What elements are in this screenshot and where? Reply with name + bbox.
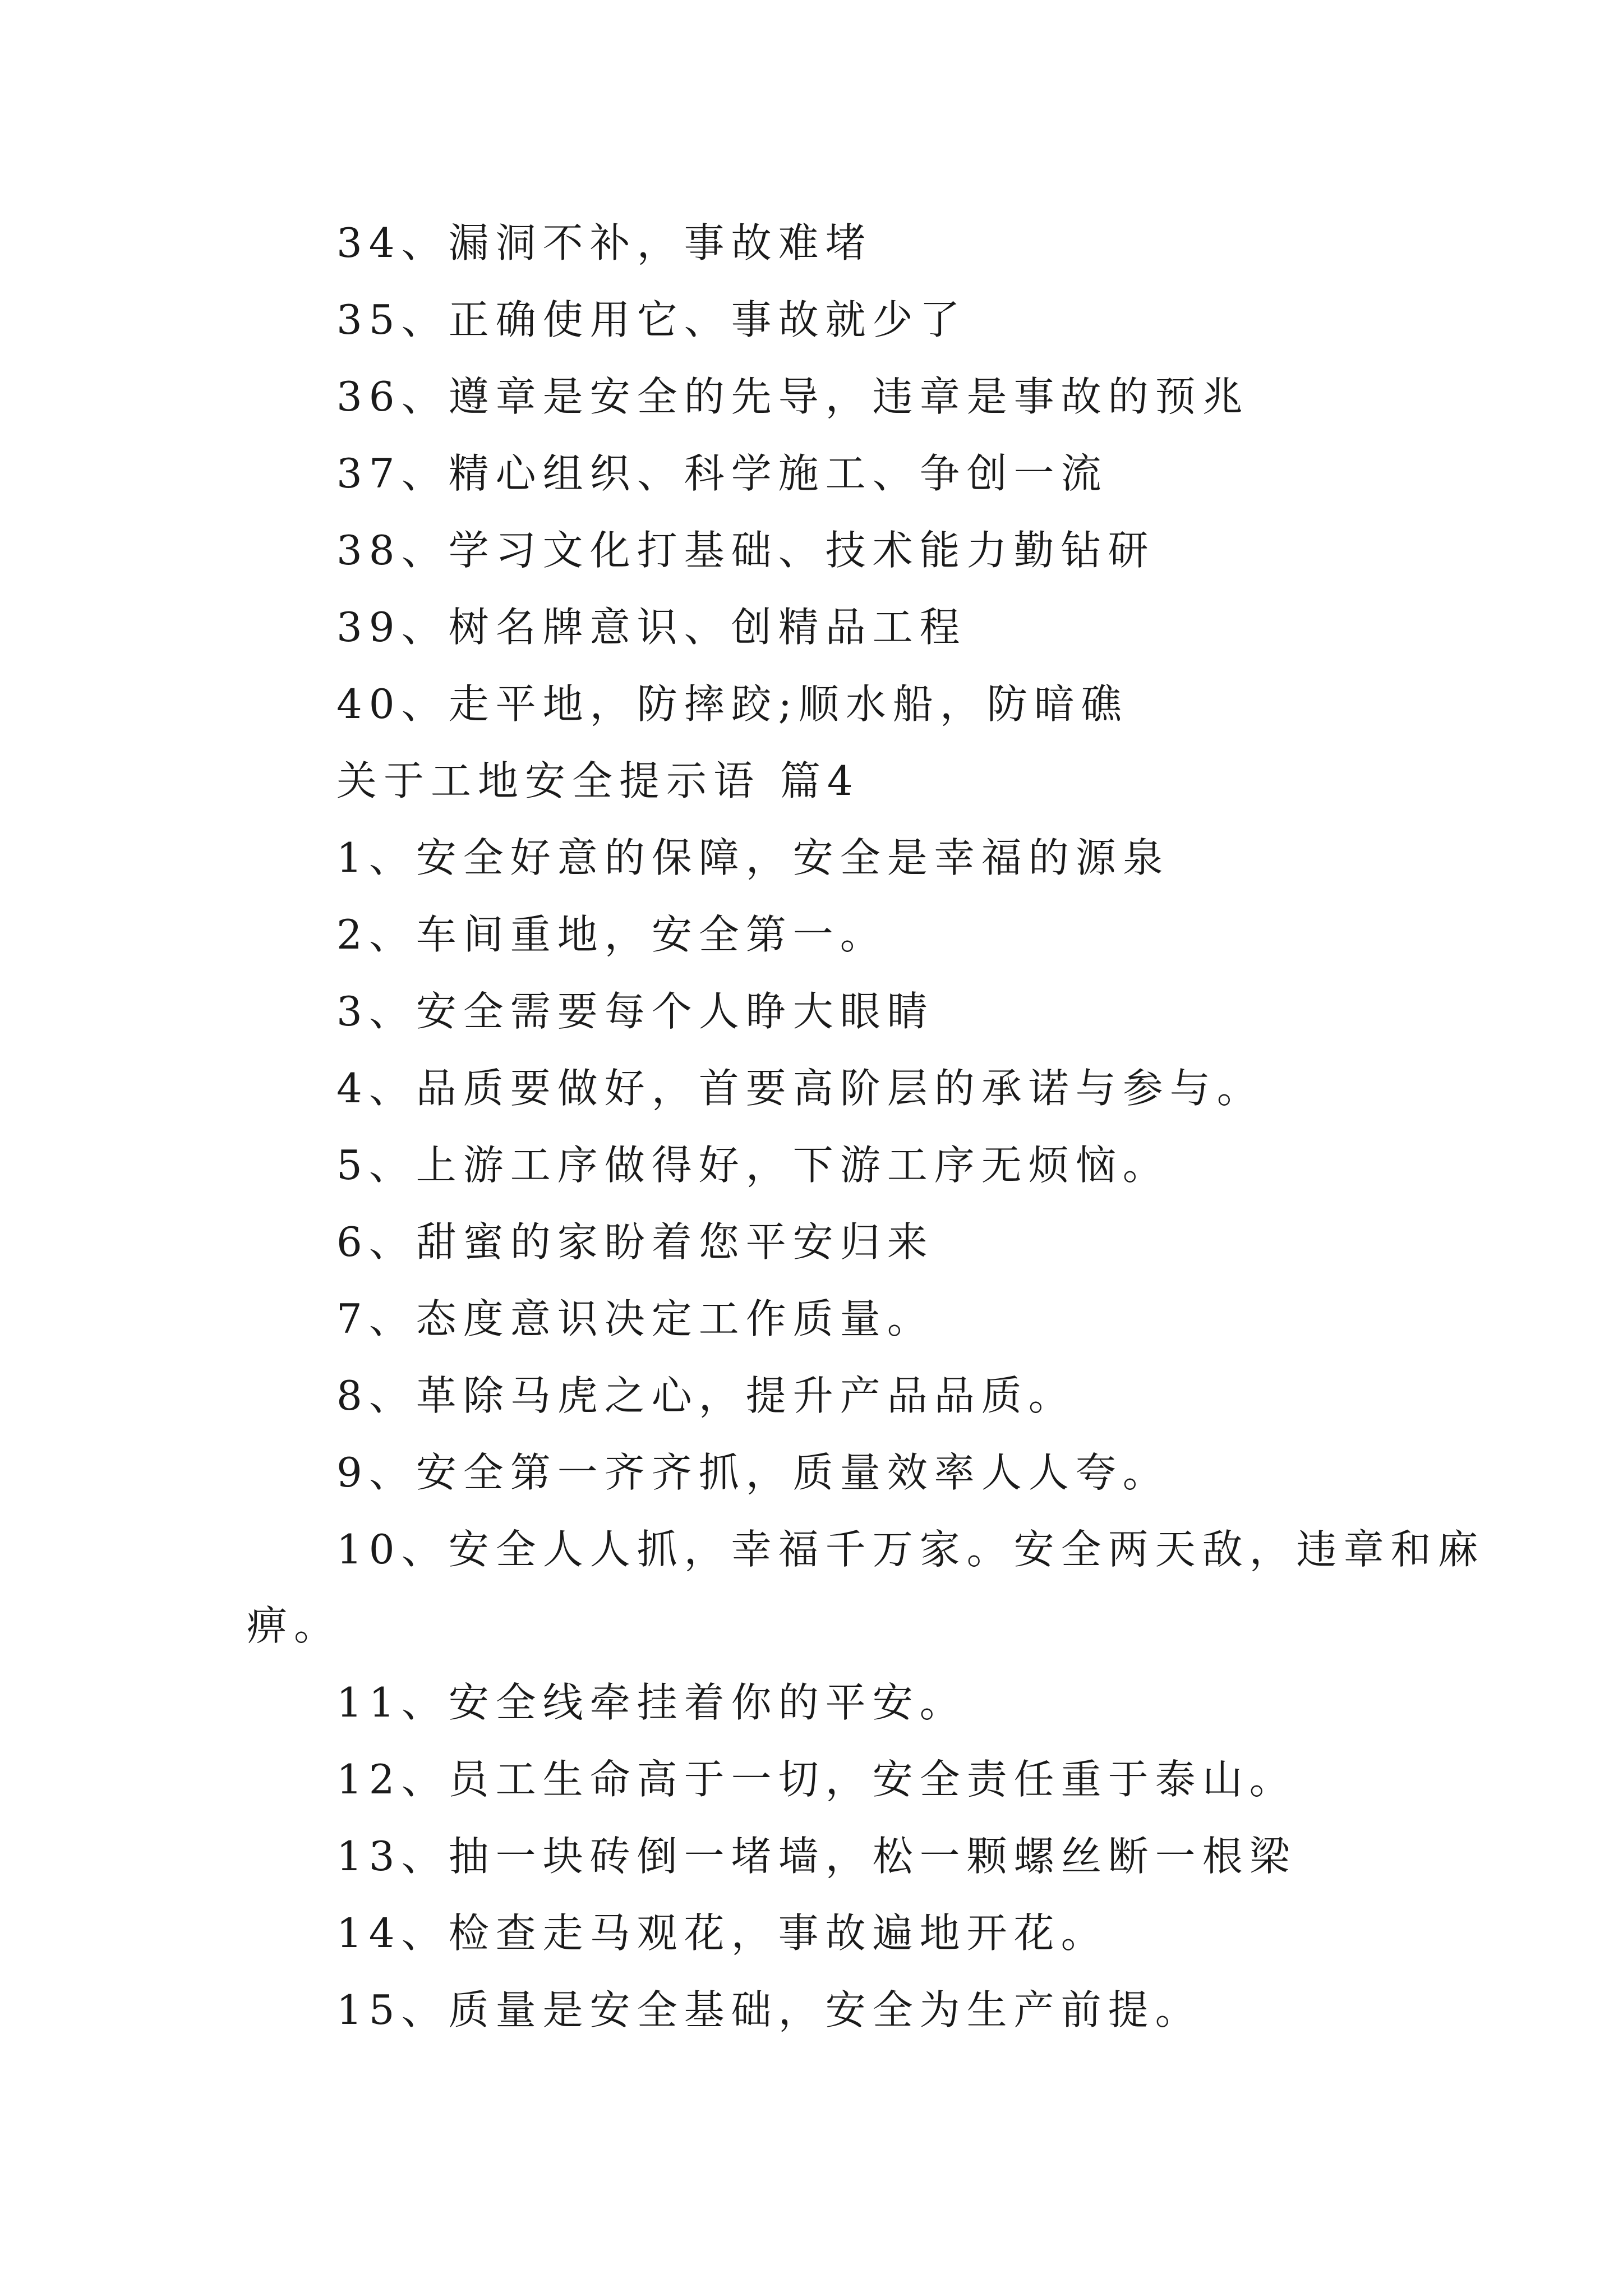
text-line: 4、品质要做好，首要高阶层的承诺与参与。 [336,1065,1264,1112]
text-line: 11、安全线牵挂着你的平安。 [336,1679,967,1726]
text-line: 5、上游工序做得好，下游工序无烦恼。 [336,1142,1170,1189]
text-line: 12、员工生命高于一切，安全责任重于泰山。 [336,1756,1297,1803]
text-line: 39、树名牌意识、创精品工程 [336,604,967,651]
text-line: 36、遵章是安全的先导，违章是事故的预兆 [336,373,1249,420]
text-line: 3、安全需要每个人睁大眼睛 [336,988,934,1035]
text-line: 9、安全第一齐齐抓，质量效率人人夸。 [336,1449,1170,1496]
text-line: 15、质量是安全基础，安全为生产前提。 [336,1986,1202,2033]
text-line: 8、革除马虎之心，提升产品品质。 [336,1372,1076,1419]
text-line: 34、漏洞不补，事故难堵 [336,219,873,266]
text-line: 14、检查走马观花，事故遍地开花。 [336,1910,1108,1957]
text-line: 40、走平地，防摔跤;顺水船，防暗礁 [336,680,1128,728]
text-line: 7、态度意识决定工作质量。 [336,1295,934,1342]
text-line: 2、车间重地，安全第一。 [336,911,887,958]
text-line: 37、精心组织、科学施工、争创一流 [336,450,1108,497]
text-line: 38、学习文化打基础、技术能力勤钻研 [336,527,1155,574]
text-line: 13、抽一块砖倒一堵墙，松一颗螺丝断一根梁 [336,1833,1297,1880]
text-line: 10、安全人人抓，幸福千万家。安全两天敌，违章和麻 [336,1526,1485,1573]
text-line-continuation: 痹。 [247,1602,342,1649]
section-heading: 关于工地安全提示语 篇4 [336,757,860,804]
text-line: 35、正确使用它、事故就少了 [336,296,967,343]
text-line: 6、甜蜜的家盼着您平安归来 [336,1218,934,1266]
text-line: 1、安全好意的保障，安全是幸福的源泉 [336,834,1170,881]
